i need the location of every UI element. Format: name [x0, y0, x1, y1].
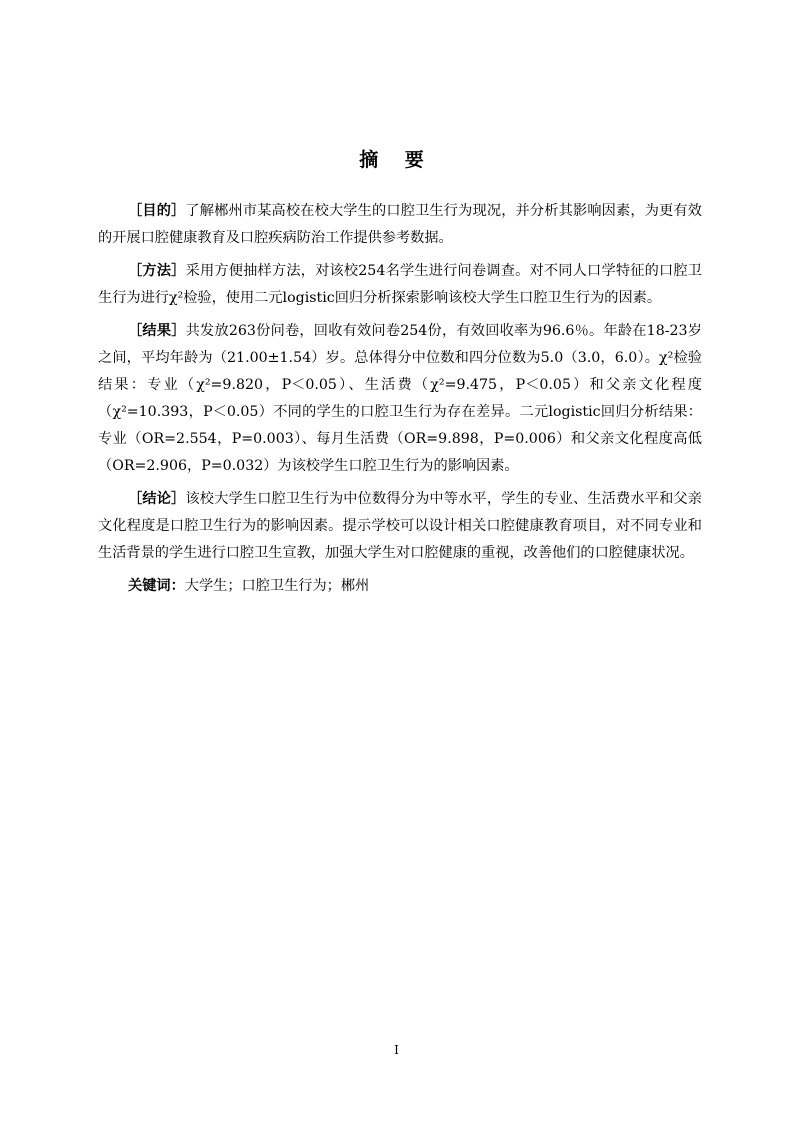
- keywords-label: 关键词：: [128, 578, 185, 594]
- method-tag: ［方法］: [128, 263, 186, 279]
- page-title: 摘 要: [359, 149, 434, 171]
- method-paragraph: [98, 258, 702, 312]
- method-text: 采用方便抽样方法，对该校254名学生进行问卷调查。对不同人口学特征的口腔卫生行为进行χ²检验，使用二元logistic回归分析探索影响该校大学生口腔卫生行为的因素。: [98, 263, 702, 306]
- conclusion-paragraph: [98, 486, 702, 567]
- results-text: 共发放263份问卷，回收有效问卷254份，有效回收率为96.6％。年龄在18-23岁之间，平均年龄为（21.00±1.54）岁。总体得分中位数和四分位数为5.0（3.0，6.0）。χ²检验结果：专业（χ²=9.820，P＜0.05）、生活费（χ²=9.475，P＜0.05）和父亲文化程度（χ²=10.393，P＜0.05）不同的学生的口腔卫生行为存在差异。二元logistic回归分析结果：专业（OR=2.554，P=0.003）、每月生活费（OR=9.898，P=0.006）和父亲文化程度高低（OR=2.906，P=0.032）为该校学生口腔卫生行为的影响因素。: [98, 323, 702, 474]
- conclusion-text: 该校大学生口腔卫生行为中位数得分为中等水平，学生的专业、生活费水平和父亲文化程度是口腔卫生行为的影响因素。提示学校可以设计相关口腔健康教育项目，对不同专业和生活背景的学生进行口腔卫生宣教，加强大学生对口腔健康的重视，改善他们的口腔健康状况。: [98, 491, 702, 561]
- keywords-paragraph: [98, 573, 702, 600]
- abstract-body: [98, 198, 702, 606]
- purpose-tag: ［目的］: [128, 203, 186, 219]
- page-number: I: [394, 1043, 399, 1057]
- results-tag: ［结果］: [128, 323, 186, 339]
- purpose-text: 了解郴州市某高校在校大学生的口腔卫生行为现况，并分析其影响因素，为更有效的开展口腔健康教育及口腔疾病防治工作提供参考数据。: [98, 203, 702, 246]
- conclusion-tag: ［结论］: [128, 491, 186, 507]
- results-paragraph: [98, 318, 702, 480]
- purpose-paragraph: [98, 198, 702, 252]
- keywords-text: 大学生；口腔卫生行为；郴州: [184, 578, 370, 594]
